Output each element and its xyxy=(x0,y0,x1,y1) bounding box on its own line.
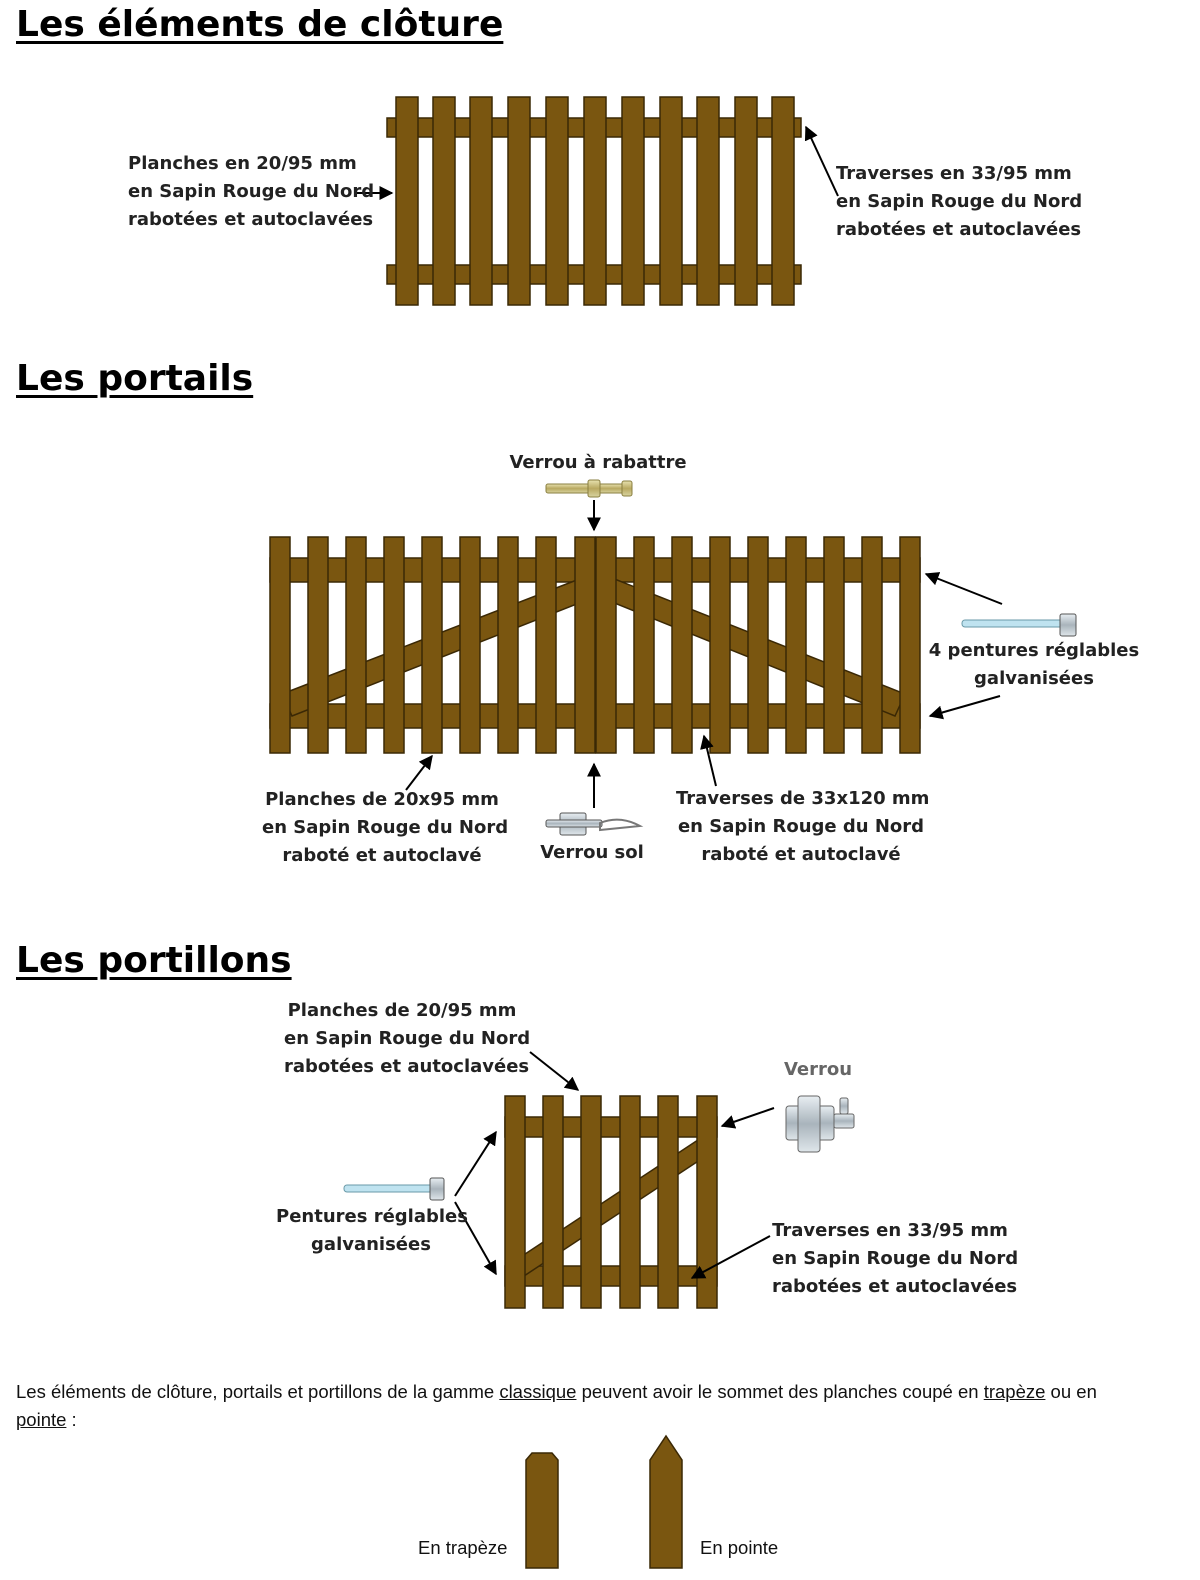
caption-pointe: En pointe xyxy=(700,1537,779,1558)
label-gate-hinges: 4 pentures réglables galvanisées xyxy=(928,640,1140,689)
label-fence-planks: Planches en 20/95 mm en Sapin Rouge du Nord rabotées et autoclavées xyxy=(128,153,375,230)
small-gate-arrows xyxy=(455,1052,774,1278)
section-title-cloture: Les éléments de clôture xyxy=(16,4,504,45)
label-fence-traverses: Traverses en 33/95 mm en Sapin Rouge du Nord rabotées et autoclavées xyxy=(836,163,1083,240)
hinge-strap-icon xyxy=(962,614,1076,636)
range-description-paragraph: Les éléments de clôture, portails et portillons de la gamme classique peuvent avoir le sommet des planches coupé en trapèze ou en pointe : xyxy=(16,1381,1097,1430)
label-small-gate-planks: Planches de 20/95 mm en Sapin Rouge du Nord rabotées et autoclavées xyxy=(284,1000,531,1077)
section-title-portails: Les portails xyxy=(16,358,254,399)
plank-pointe-shape xyxy=(650,1436,682,1568)
fence-panel xyxy=(387,97,801,305)
label-small-gate-bolt: Verrou xyxy=(783,1059,853,1080)
caption-trapeze: En trapèze xyxy=(418,1537,508,1558)
small-gate xyxy=(505,1096,717,1308)
hinge-strap-small-icon xyxy=(344,1178,444,1200)
label-gate-traverses: Traverses de 33x120 mm en Sapin Rouge du Nord raboté et autoclavé xyxy=(676,788,930,865)
link-trapeze: trapèze xyxy=(983,1381,1046,1402)
label-small-gate-traverses: Traverses en 33/95 mm en Sapin Rouge du Nord rabotées et autoclavées xyxy=(772,1220,1019,1297)
plank-trapeze-shape xyxy=(526,1453,558,1568)
label-ground-bolt: Verrou sol xyxy=(540,842,644,863)
section-title-portillons: Les portillons xyxy=(16,940,292,981)
bolt-latch-icon xyxy=(786,1096,854,1152)
link-classique: classique xyxy=(499,1381,577,1402)
link-pointe: pointe xyxy=(16,1409,67,1430)
double-gate xyxy=(270,537,920,753)
label-small-gate-hinges: Pentures réglables galvanisées xyxy=(276,1206,468,1255)
label-gate-planks: Planches de 20x95 mm en Sapin Rouge du Nord raboté et autoclavé xyxy=(262,789,509,866)
label-flip-bolt: Verrou à rabattre xyxy=(509,452,687,473)
flip-bolt-latch-icon xyxy=(546,480,632,497)
ground-bolt-icon xyxy=(546,813,640,835)
